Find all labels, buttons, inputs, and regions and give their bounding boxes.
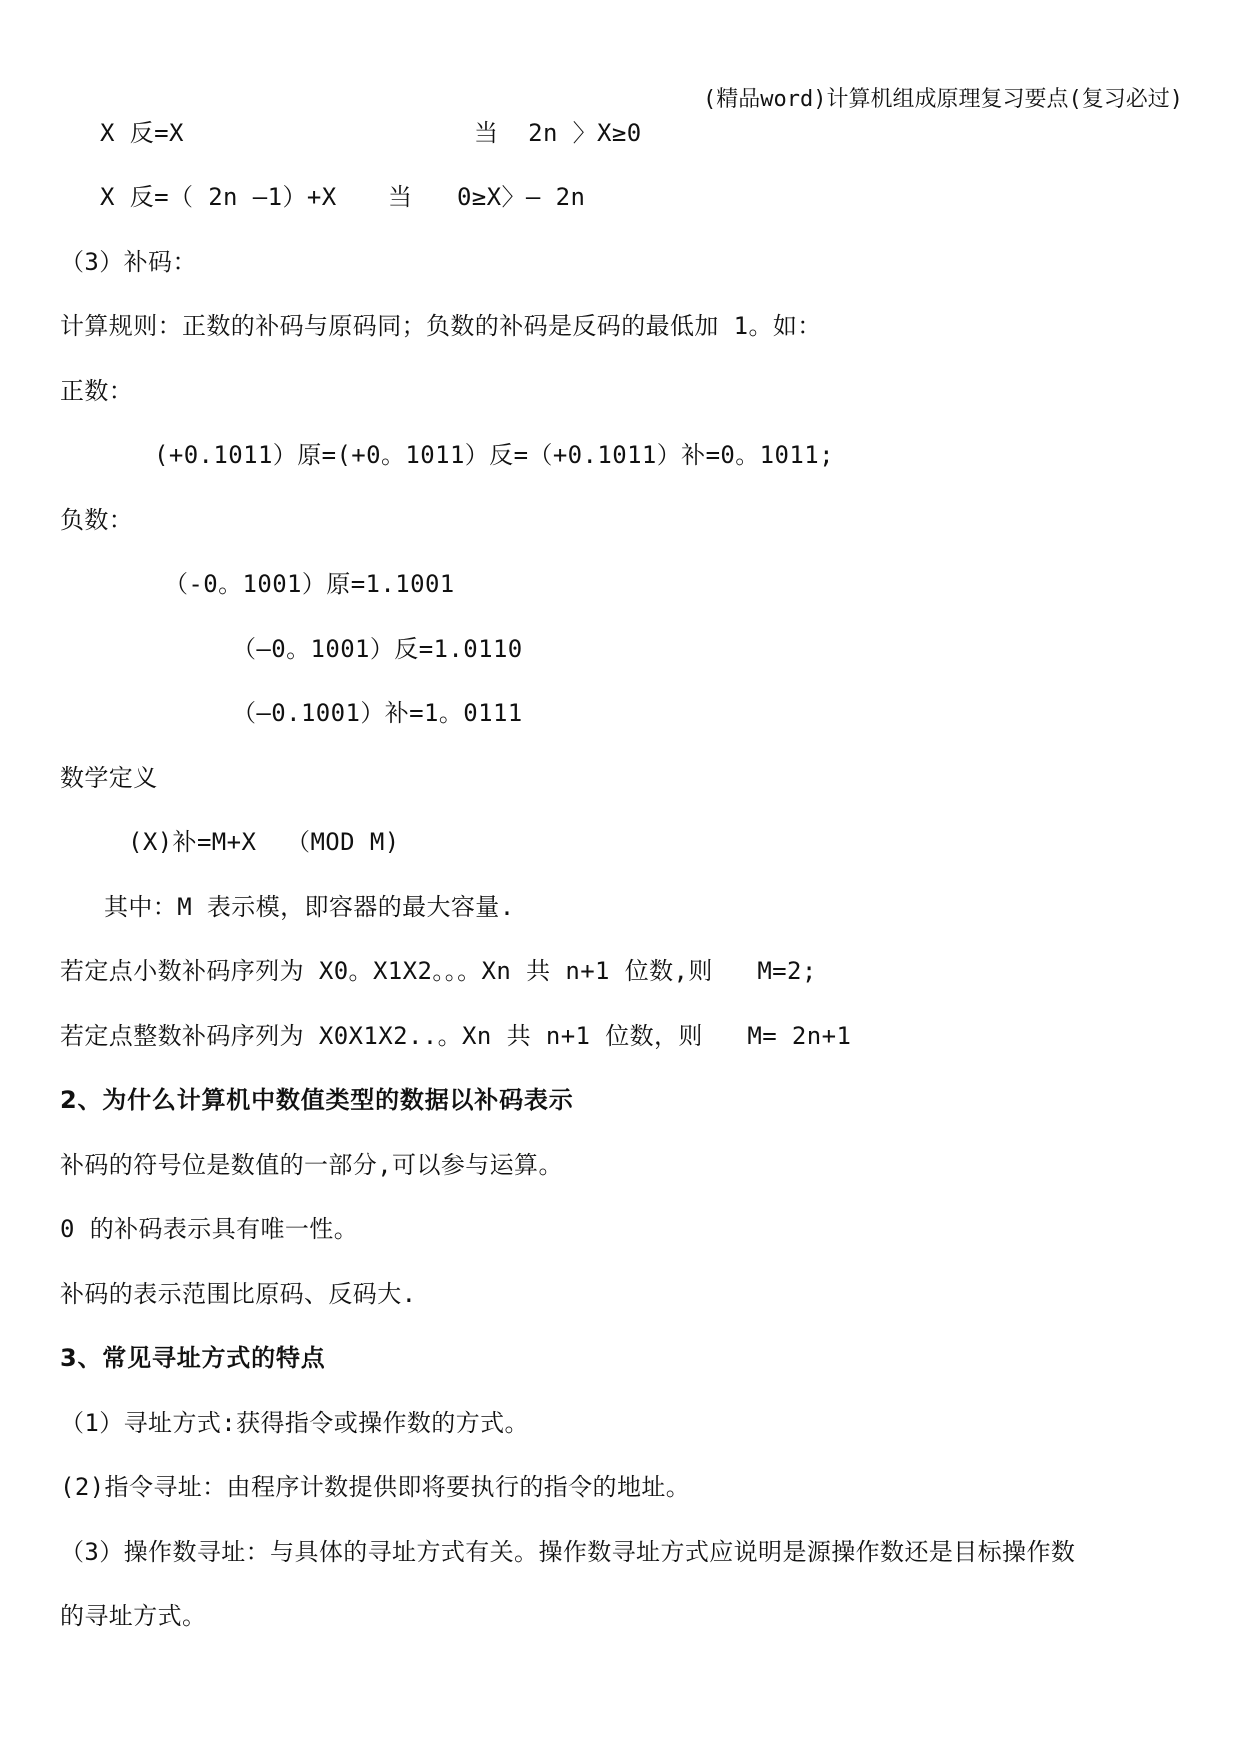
formula-line-1-right: 当 2n 〉X≥0 — [474, 119, 642, 147]
formula-line-2-left: X 反=（ 2n —1）+X — [100, 183, 337, 211]
section-3-heading: 3、常见寻址方式的特点 — [60, 1344, 326, 1372]
negative-label: 负数： — [60, 506, 134, 534]
fixed-point-fraction-rule: 若定点小数补码序列为 X0。X1X2。。。Xn 共 n+1 位数,则 M=2; — [60, 957, 817, 985]
reason-range: 补码的表示范围比原码、反码大. — [60, 1280, 417, 1308]
section-2-heading: 2、为什么计算机中数值类型的数据以补码表示 — [60, 1086, 574, 1114]
section-complement-heading: （3）补码： — [60, 248, 197, 276]
modulus-explanation: 其中：M 表示模，即容器的最大容量. — [104, 893, 515, 921]
operand-addressing-line-2: 的寻址方式。 — [60, 1602, 207, 1630]
reason-sign-bit: 补码的符号位是数值的一部分,可以参与运算。 — [60, 1151, 563, 1179]
formula-line-2-right: 当 0≥X〉— 2n — [388, 183, 586, 211]
math-definition-formula: (X)补=M+X （MOD M) — [128, 828, 400, 856]
formula-line-1-left: X 反=X — [100, 119, 184, 147]
negative-example-original: （-0。1001）原=1.1001 — [164, 570, 455, 598]
negative-example-complement: （—0.1001）补=1。0111 — [232, 699, 523, 727]
fixed-point-integer-rule: 若定点整数补码序列为 X0X1X2..。Xn 共 n+1 位数，则 M= 2n+1 — [60, 1022, 852, 1050]
positive-label: 正数： — [60, 377, 134, 405]
instruction-addressing: (2)指令寻址：由程序计数提供即将要执行的指令的地址。 — [60, 1473, 691, 1501]
calculation-rule: 计算规则：正数的补码与原码同；负数的补码是反码的最低加 1。如： — [60, 312, 822, 340]
addressing-mode-definition: （1）寻址方式:获得指令或操作数的方式。 — [60, 1409, 529, 1437]
reason-zero-uniqueness: 0 的补码表示具有唯一性。 — [60, 1215, 359, 1243]
math-definition-label: 数学定义 — [60, 764, 158, 792]
operand-addressing-line-1: （3）操作数寻址：与具体的寻址方式有关。操作数寻址方式应说明是源操作数还是目标操作数 — [60, 1538, 1076, 1566]
negative-example-inverse: （—0。1001）反=1.0110 — [232, 635, 523, 663]
page-header: (精品word)计算机组成原理复习要点(复习必过) — [703, 87, 1183, 112]
positive-example: (+0.1011）原=(+0。1011）反=（+0.1011）补=0。1011; — [154, 441, 834, 469]
